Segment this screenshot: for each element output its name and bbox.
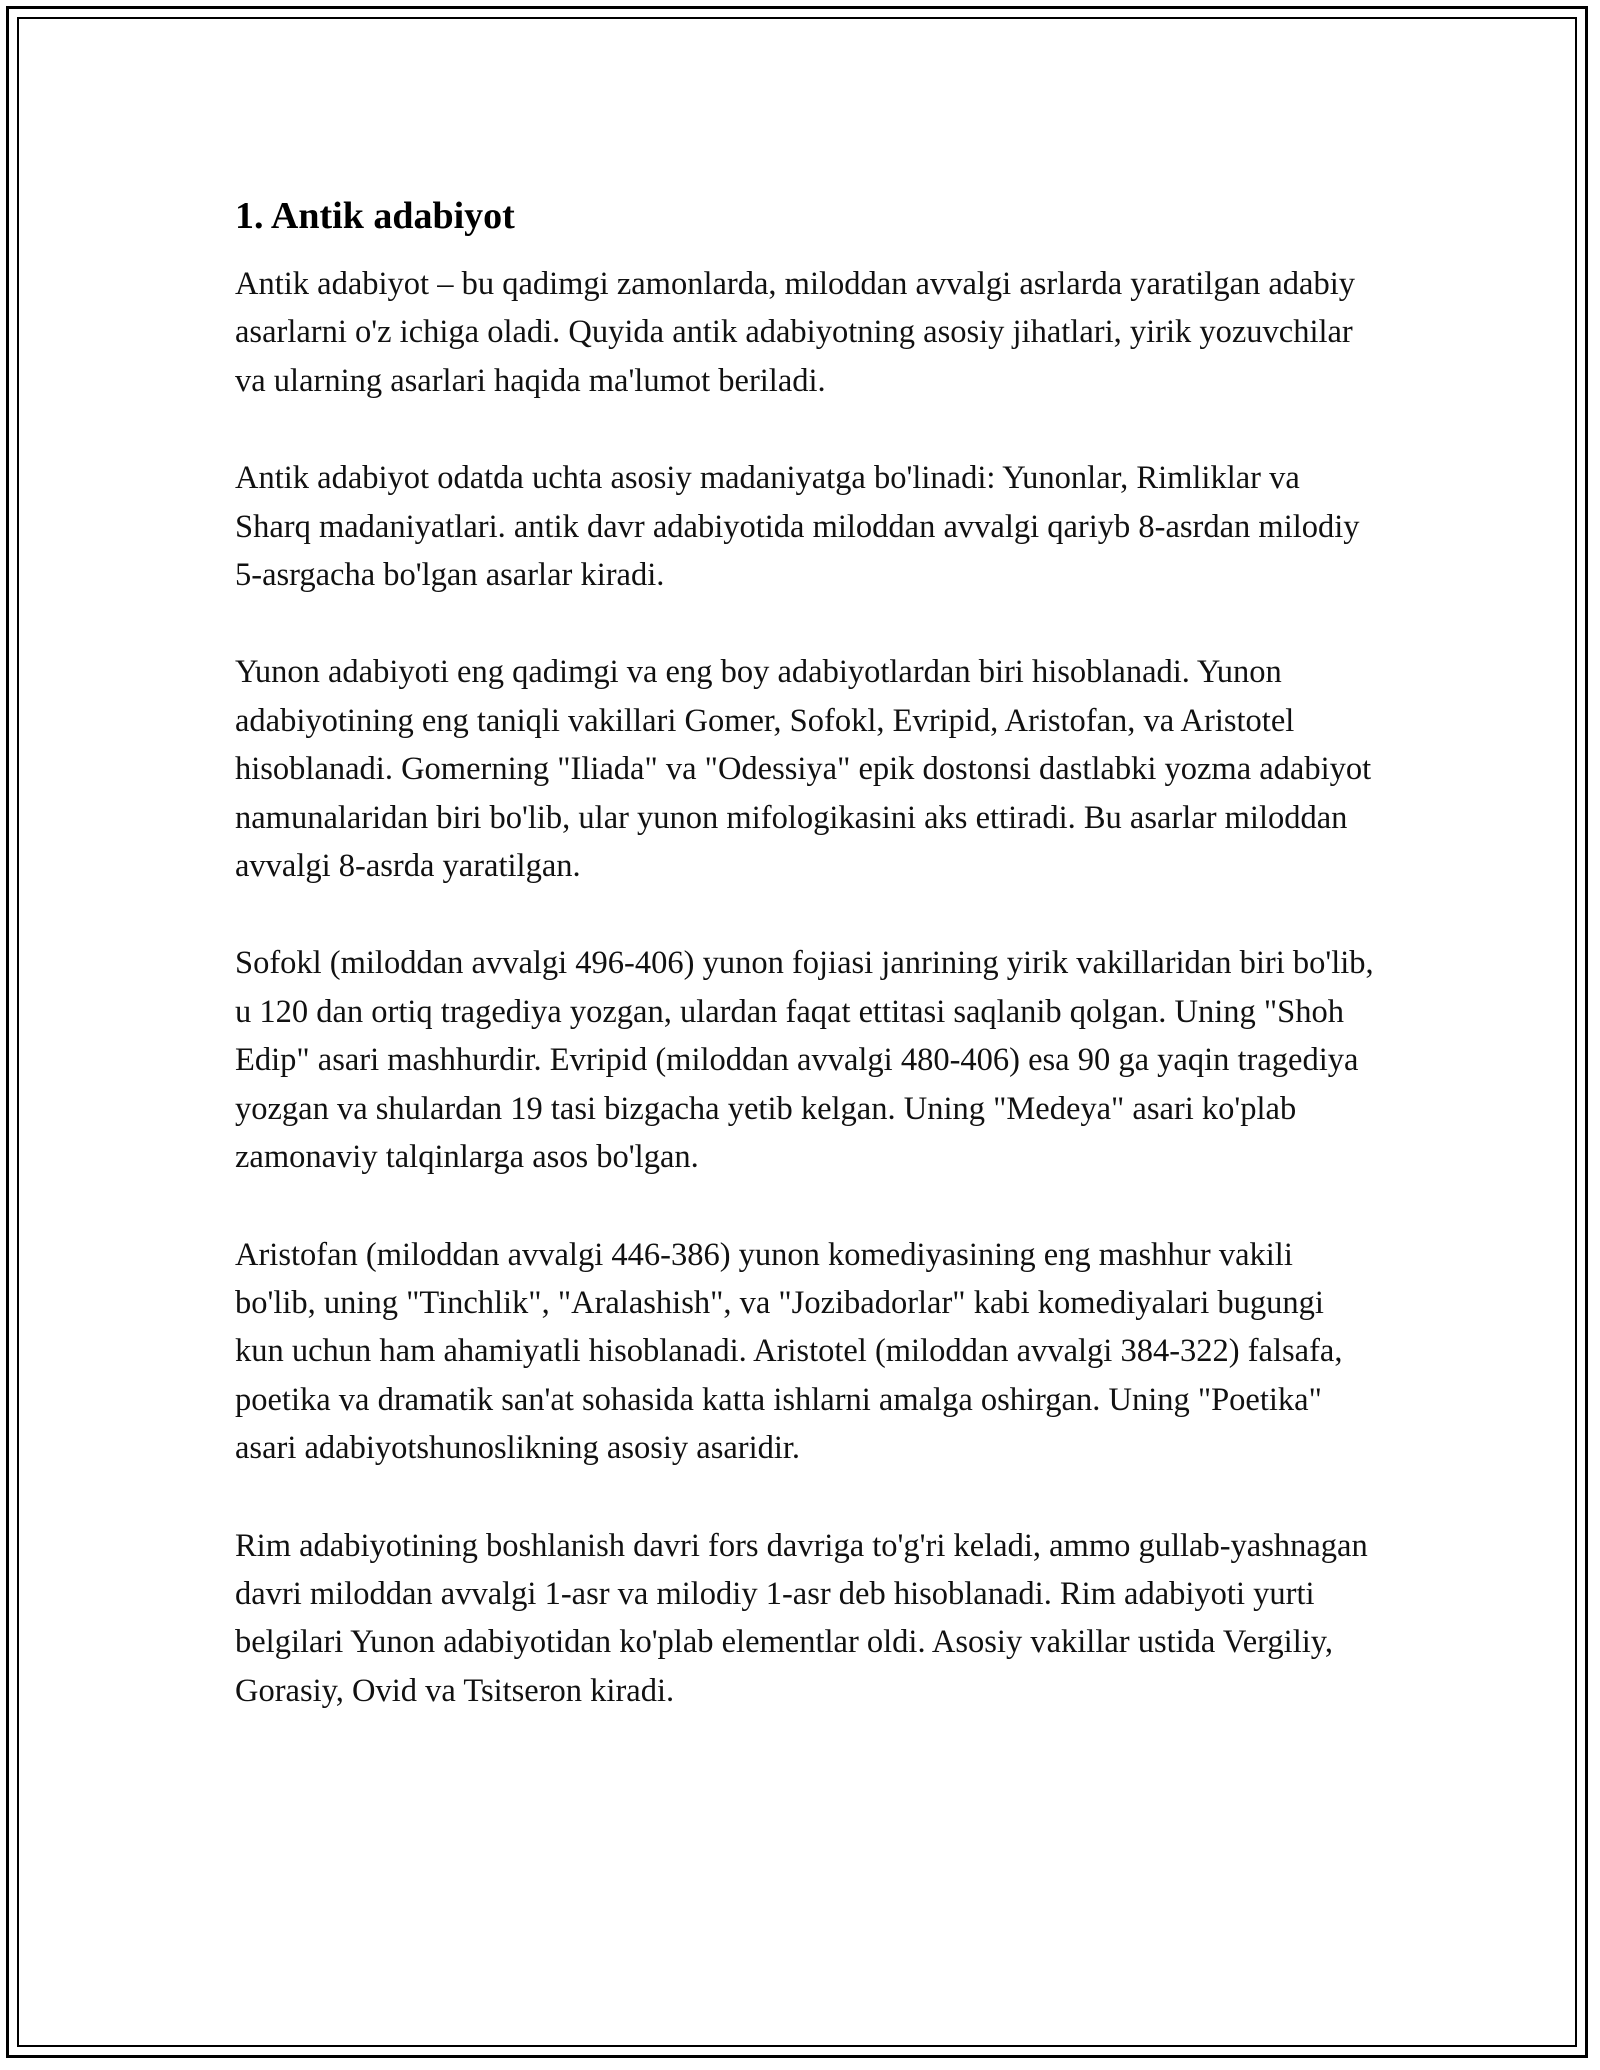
paragraph-sophocles-euripides: Sofokl (miloddan avvalgi 496-406) yunon fojiasi janrining yirik vakillaridan biri bo'lib, u 120 dan ortiq tragediya yozgan, ulardan faqat ettitasi saqlanib qolgan. Uning "Shoh Edip" asari mashhurdir. Evripid (miloddan avvalgi 480-406) esa 90 ga yaqin tragediya yozgan va shulardan 19 tasi bizgacha yetib kelgan. Uning "Medeya" asari ko'plab zamonaviy talqinlarga asos bo'lgan. — [235, 945, 1374, 1176]
paragraph-greek-literature: Yunon adabiyoti eng qadimgi va eng boy adabiyotlardan biri hisoblanadi. Yunon adabiyotining eng taniqli vakillari Gomer, Sofokl, Evripid, Aristofan, va Aristotel hisoblanadi. Gomerning "Iliada" va "Odessiya" epik dostonsi dastlabki yozma adabiyot namunalaridan biri bo'lib, ular yunon mifologikasini aks ettiradi. Bu asarlar miloddan avvalgi 8-asrda yaratilgan. — [235, 654, 1372, 885]
section-heading: 1. Antik adabiyot — [235, 195, 515, 237]
paragraph-intro: Antik adabiyot – bu qadimgi zamonlarda, miloddan avvalgi asrlarda yaratilgan adabiy asarlarni o'z ichiga oladi. Quyida antik adabiyotning asosiy jihatlari, yirik yozuvchilar va ularning asarlari haqida ma'lumot beriladi. — [235, 266, 1355, 399]
paragraph-roman-literature: Rim adabiyotining boshlanish davri fors davriga to'g'ri keladi, ammo gullab-yashnagan davri miloddan avvalgi 1-asr va milodiy 1-asr deb hisoblanadi. Rim adabiyoti yurti belgilari Yunon adabiyotidan ko'plab elementlar oldi. Asosiy vakillar ustida Vergiliy, Gorasiy, Ovid va Tsitseron kiradi. — [235, 1527, 1368, 1709]
document-body — [235, 180, 1375, 1764]
paragraph-aristophanes-aristotle: Aristofan (miloddan avvalgi 446-386) yunon komediyasining eng mashhur vakili bo'lib, uning "Tinchlik", "Aralashish", va "Jozibadorlar" kabi komediyalari bugungi kun uchun ham ahamiyatli hisoblanadi. Aristotel (miloddan avvalgi 384-322) falsafa, poetika va dramatik san'at sohasida katta ishlarni amalga oshirgan. Uning "Poetika" asari adabiyotshunoslikning asosiy asaridir. — [235, 1236, 1343, 1467]
paragraph-cultures: Antik adabiyot odatda uchta asosiy madaniyatga bo'linadi: Yunonlar, Rimliklar va Sharq madaniyatlari. antik davr adabiyotida miloddan avvalgi qariyb 8-asrdan milodiy 5-asrgacha bo'lgan asarlar kiradi. — [235, 460, 1360, 594]
